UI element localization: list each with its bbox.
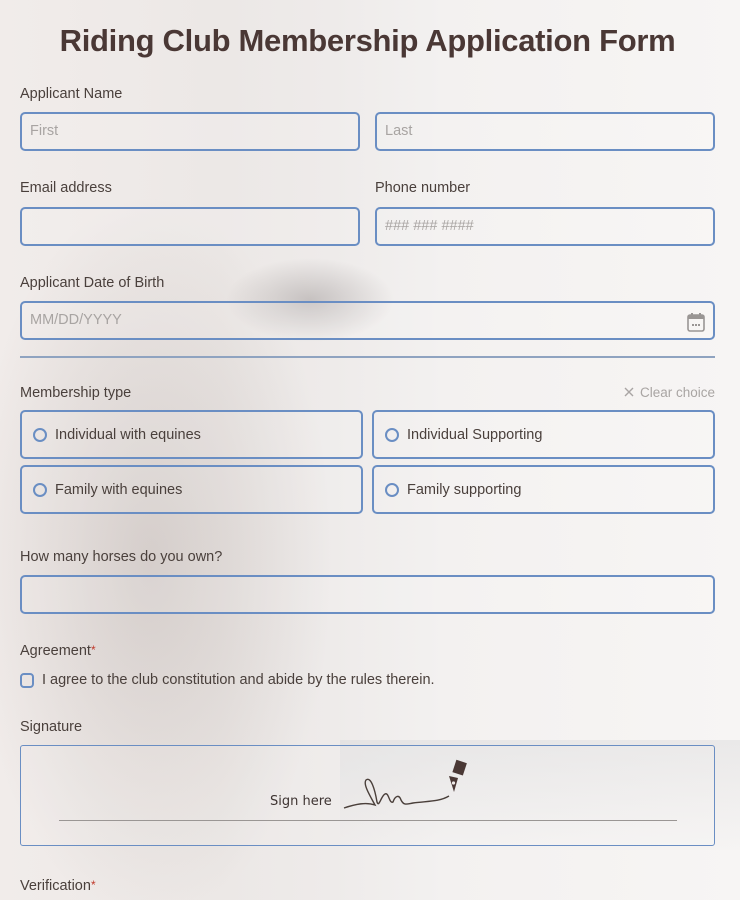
radio-option-family-supporting[interactable]	[372, 465, 715, 514]
required-asterisk: *	[90, 878, 96, 892]
agreement-checkbox[interactable]	[20, 673, 34, 688]
email-label: Email address	[20, 180, 112, 196]
dob-label: Applicant Date of Birth	[20, 275, 165, 291]
applicant-name-label: Applicant Name	[20, 86, 123, 102]
verification-label-text: Verification	[20, 878, 91, 894]
sign-here-prompt: Sign here	[270, 794, 332, 809]
signature-label: Signature	[20, 719, 83, 735]
close-icon	[624, 385, 634, 400]
dob-input[interactable]	[20, 301, 715, 340]
phone-label: Phone number	[375, 180, 471, 196]
membership-type-label: Membership type	[20, 385, 132, 401]
last-name-input[interactable]: Last	[375, 112, 715, 151]
radio-label: Individual Supporting	[407, 426, 543, 443]
page-title: Riding Club Membership Application Form	[59, 23, 676, 58]
clear-choice-label: Clear choice	[639, 385, 715, 400]
agreement-checkbox-label: I agree to the club constitution and abide by the rules therein.	[42, 672, 435, 688]
radio-label: Family with equines	[55, 481, 183, 498]
horses-count-label: How many horses do you own?	[20, 549, 223, 565]
agreement-label	[20, 643, 96, 659]
radio-label: Individual with equines	[55, 426, 201, 443]
membership-form	[20, 0, 715, 894]
dob-placeholder: MM/DD/YYYY	[30, 312, 122, 328]
radio-circle-icon[interactable]	[385, 483, 399, 497]
first-name-input[interactable]: First	[20, 112, 360, 151]
signature-pad[interactable]	[20, 745, 715, 846]
radio-circle-icon[interactable]	[33, 483, 47, 497]
horses-count-input[interactable]	[20, 575, 715, 614]
clear-choice-button[interactable]	[624, 385, 715, 400]
signature-baseline	[59, 820, 677, 821]
section-divider	[20, 356, 715, 358]
radio-circle-icon[interactable]	[385, 428, 399, 442]
radio-circle-icon[interactable]	[33, 428, 47, 442]
phone-input[interactable]: ### ### ####	[375, 207, 715, 246]
agreement-label-text: Agreement	[20, 643, 91, 659]
signature-pen-icon	[341, 758, 471, 819]
radio-option-individual-with-equines[interactable]	[20, 410, 363, 459]
verification-label	[20, 878, 96, 894]
required-asterisk: *	[90, 643, 96, 657]
calendar-icon[interactable]	[687, 311, 705, 346]
radio-option-individual-supporting[interactable]	[372, 410, 715, 459]
agreement-checkbox-row[interactable]	[20, 672, 435, 688]
radio-label: Family supporting	[407, 481, 522, 498]
radio-option-family-with-equines[interactable]	[20, 465, 363, 514]
email-input[interactable]	[20, 207, 360, 246]
